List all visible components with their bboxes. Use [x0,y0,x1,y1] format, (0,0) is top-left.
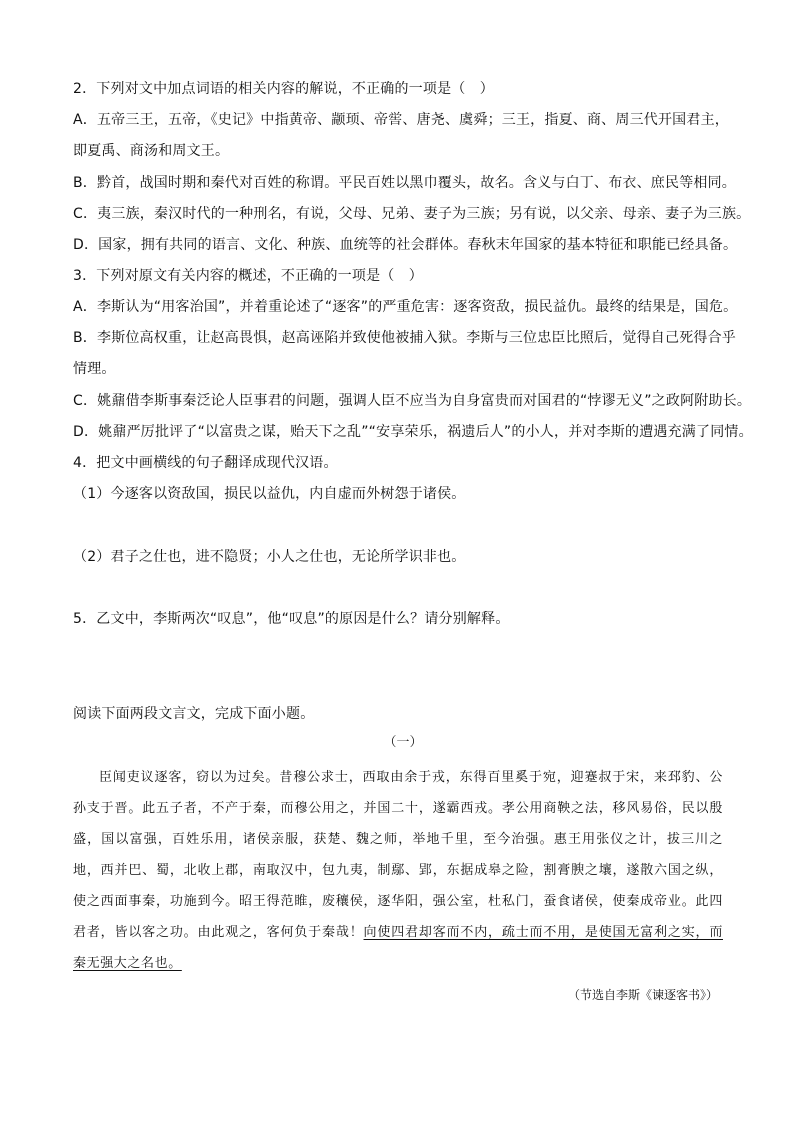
question-5-stem: 5．乙文中，李斯两次“叹息”，他“叹息”的原因是什么？请分别解释。 [73,611,510,627]
question-3-option-b: B．李斯位高权重，让赵高畏惧，赵高诬陷并致使他被捕入狱。李斯与三位忠臣比照后，觉得自己死得合乎 [73,330,737,346]
question-2-option-c: C．夷三族，秦汉时代的一种刑名，有说，父母、兄弟、妻子为三族；另有说，以父亲、母亲、妻子为三族。 [73,206,751,222]
question-2-option-d: D．国家，拥有共同的语言、文化、种族、血统等的社会群体。春秋末年国家的基本特征和职能已经具备。 [73,237,738,253]
question-3-option-a: A．李斯认为“用客治国”，并着重论述了“逐客”的严重危害：逐客资敌，损民益仇。最终的结果是，国危。 [73,299,738,315]
question-4-sentence-1: （1）今逐客以资敌国，损民以益仇，内自虚而外树怨于诸侯。 [73,486,466,502]
question-2-option-a-continued: 即夏禹、商汤和周文王。 [73,143,230,159]
classical-passage [73,762,723,979]
question-4-sentence-2: （2）君子之仕也，进不隐贤；小人之仕也，无论所学识非也。 [73,549,466,565]
question-4-stem: 4．把文中画横线的句子翻译成现代汉语。 [73,455,338,471]
reading-instruction: 阅读下面两段文言文，完成下面小题。 [73,706,315,722]
question-2-option-a: A．五帝三王，五帝，《史记》中指黄帝、颛顼、帝喾、唐尧、虞舜；三王，指夏、商、周三代开国君主， [73,112,729,128]
passage-underlined-sentence: 向使四君却客而不内，疏士而不用，是使国无富利之实，而秦无强大之名也。 [73,925,723,971]
question-3-option-b-continued: 情理。 [73,361,116,377]
question-3-option-d: D．姚鼐严厉批评了“以富贵之谋，贻天下之乱”“安享荣乐，祸遗后人”的小人，并对李斯的遭遇充满了同情。 [73,424,753,440]
question-2-stem: 2．下列对文中加点词语的相关内容的解说，不正确的一项是（ ） [73,81,494,97]
question-2-option-b: B．黔首，战国时期和秦代对百姓的称谓。平民百姓以黑巾覆头，故名。含义与白丁、布衣、庶民等相同。 [73,175,737,191]
section-title: （一） [383,735,423,750]
passage-text: 臣闻吏议逐客，窃以为过矣。昔穆公求士，西取由余于戎，东得百里奚于宛，迎蹇叔于宋，来邳豹、公孙支于晋。此五子者，不产于秦，而穆公用之，并国二十，遂霸西戎。孝公用商鞅之法，移风易俗，民以殷盛，国以富强，百姓乐用，诸侯亲服，获楚、魏之师，举地千里，至今治强。惠王用张仪之计，拔三川之地，西并巴、蜀，北收上郡，南取汉中，包九夷，制鄢、郢，东据成皋之险，割膏腴之壤，遂散六国之纵，使之西面事秦，功施到今。昭王得范睢，废穰侯，逐华阳，强公室，杜私门，蚕食诸侯，使秦成帝业。此四君者，皆以客之功。由此观之，客何负于秦哉！ [73,770,723,940]
question-3-option-c: C．姚鼐借李斯事秦泛论人臣事君的问题，强调人臣不应当为自身富贵而对国君的“悖谬无义”之政阿附助长。 [73,393,752,409]
question-3-stem: 3．下列对原文有关内容的概述，不正确的一项是（ ） [73,268,423,284]
passage-source: （节选自李斯《谏逐客书》） [567,988,718,1002]
